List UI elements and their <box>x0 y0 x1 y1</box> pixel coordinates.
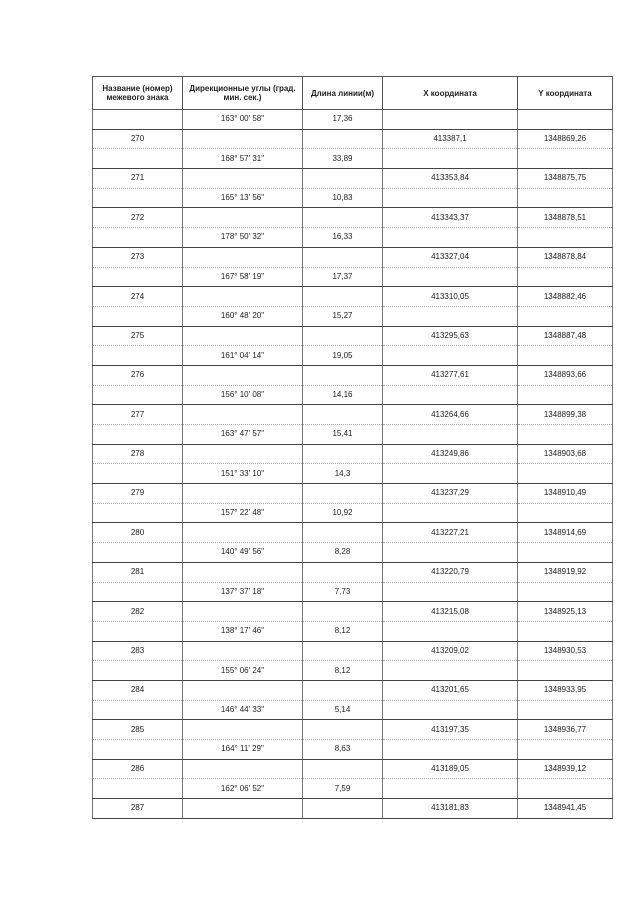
cell-angle: 163° 00' 58" <box>183 110 303 130</box>
cell-y <box>518 543 613 563</box>
cell-y: 1348939,12 <box>518 759 613 779</box>
cell-x <box>383 425 518 445</box>
cell-angle: 146° 44' 33" <box>183 700 303 720</box>
cell-x: 413343,37 <box>383 208 518 228</box>
segment-row <box>93 661 613 681</box>
point-row <box>93 720 613 740</box>
cell-angle: 151° 33' 10" <box>183 464 303 484</box>
segment-row <box>93 385 613 405</box>
cell-x <box>383 149 518 169</box>
cell-angle <box>183 562 303 582</box>
cell-y <box>518 740 613 760</box>
cell-name: 277 <box>93 405 183 425</box>
cell-y: 1348925,13 <box>518 602 613 622</box>
cell-angle <box>183 759 303 779</box>
cell-name <box>93 621 183 641</box>
cell-name <box>93 385 183 405</box>
cell-length <box>303 484 383 504</box>
cell-angle: 165° 13' 56" <box>183 188 303 208</box>
cell-length: 7,59 <box>303 779 383 799</box>
cell-length: 10,83 <box>303 188 383 208</box>
point-row <box>93 484 613 504</box>
cell-length <box>303 444 383 464</box>
cell-x <box>383 740 518 760</box>
cell-name: 275 <box>93 326 183 346</box>
cell-x: 413201,65 <box>383 680 518 700</box>
cell-length <box>303 129 383 149</box>
cell-y: 1348936,77 <box>518 720 613 740</box>
cell-y: 1348869,26 <box>518 129 613 149</box>
cell-y <box>518 779 613 799</box>
cell-name <box>93 464 183 484</box>
cell-x: 413237,29 <box>383 484 518 504</box>
cell-x <box>383 779 518 799</box>
point-row <box>93 365 613 385</box>
cell-name <box>93 700 183 720</box>
cell-y: 1348919,92 <box>518 562 613 582</box>
cell-name <box>93 740 183 760</box>
cell-x: 413209,02 <box>383 641 518 661</box>
cell-length: 8,12 <box>303 621 383 641</box>
cell-angle <box>183 523 303 543</box>
cell-length: 19,05 <box>303 346 383 366</box>
cell-name <box>93 306 183 326</box>
cell-x: 413387,1 <box>383 129 518 149</box>
cell-angle <box>183 247 303 267</box>
cell-y: 1348910,49 <box>518 484 613 504</box>
cell-name: 282 <box>93 602 183 622</box>
segment-row <box>93 700 613 720</box>
cell-name: 285 <box>93 720 183 740</box>
cell-y <box>518 385 613 405</box>
cell-name: 274 <box>93 287 183 307</box>
cell-length <box>303 720 383 740</box>
segment-row <box>93 740 613 760</box>
cell-y: 1348914,69 <box>518 523 613 543</box>
cell-name: 270 <box>93 129 183 149</box>
cell-name: 286 <box>93 759 183 779</box>
cell-x <box>383 661 518 681</box>
segment-row <box>93 188 613 208</box>
segment-row <box>93 110 613 130</box>
cell-angle: 168° 57' 31" <box>183 149 303 169</box>
segment-row <box>93 149 613 169</box>
cell-y <box>518 503 613 523</box>
cell-y <box>518 621 613 641</box>
cell-length: 17,36 <box>303 110 383 130</box>
point-row <box>93 759 613 779</box>
cell-length: 16,33 <box>303 228 383 248</box>
cell-length <box>303 562 383 582</box>
cell-y: 1348903,68 <box>518 444 613 464</box>
cell-angle <box>183 405 303 425</box>
cell-y <box>518 306 613 326</box>
cell-length: 8,63 <box>303 740 383 760</box>
cell-y: 1348887,48 <box>518 326 613 346</box>
boundary-coordinates-table <box>92 76 613 819</box>
cell-angle: 137° 37' 18" <box>183 582 303 602</box>
cell-angle: 140° 49' 56" <box>183 543 303 563</box>
cell-angle: 163° 47' 57" <box>183 425 303 445</box>
cell-angle <box>183 208 303 228</box>
segment-row <box>93 621 613 641</box>
cell-x <box>383 306 518 326</box>
cell-name: 279 <box>93 484 183 504</box>
cell-length: 14,3 <box>303 464 383 484</box>
cell-x <box>383 267 518 287</box>
cell-length <box>303 680 383 700</box>
segment-row <box>93 425 613 445</box>
cell-x <box>383 543 518 563</box>
cell-length: 7,73 <box>303 582 383 602</box>
cell-name <box>93 267 183 287</box>
cell-y <box>518 700 613 720</box>
cell-x <box>383 464 518 484</box>
cell-x <box>383 385 518 405</box>
cell-angle <box>183 365 303 385</box>
cell-y <box>518 464 613 484</box>
cell-y: 1348875,75 <box>518 169 613 189</box>
cell-x: 413249,86 <box>383 444 518 464</box>
cell-length <box>303 287 383 307</box>
cell-angle: 164° 11' 29" <box>183 740 303 760</box>
table-body <box>93 110 613 819</box>
cell-x <box>383 188 518 208</box>
cell-angle <box>183 641 303 661</box>
cell-length <box>303 759 383 779</box>
segment-row <box>93 267 613 287</box>
cell-length <box>303 326 383 346</box>
cell-length: 8,12 <box>303 661 383 681</box>
cell-y: 1348878,51 <box>518 208 613 228</box>
point-row <box>93 247 613 267</box>
cell-name <box>93 346 183 366</box>
cell-x: 413227,21 <box>383 523 518 543</box>
cell-y: 1348893,66 <box>518 365 613 385</box>
cell-x: 413353,84 <box>383 169 518 189</box>
cell-angle: 178° 50' 32" <box>183 228 303 248</box>
cell-length: 8,28 <box>303 543 383 563</box>
cell-x <box>383 700 518 720</box>
cell-y: 1348878,84 <box>518 247 613 267</box>
cell-angle: 160° 48' 20" <box>183 306 303 326</box>
cell-angle <box>183 680 303 700</box>
cell-length <box>303 602 383 622</box>
cell-name: 278 <box>93 444 183 464</box>
cell-name <box>93 228 183 248</box>
point-row <box>93 444 613 464</box>
cell-length: 15,27 <box>303 306 383 326</box>
cell-angle <box>183 602 303 622</box>
cell-y <box>518 346 613 366</box>
point-row <box>93 208 613 228</box>
cell-length: 17,37 <box>303 267 383 287</box>
cell-y <box>518 228 613 248</box>
cell-x: 413220,79 <box>383 562 518 582</box>
cell-y: 1348941,45 <box>518 799 613 819</box>
cell-angle <box>183 720 303 740</box>
point-row <box>93 405 613 425</box>
cell-name: 283 <box>93 641 183 661</box>
cell-x: 413327,04 <box>383 247 518 267</box>
cell-x <box>383 621 518 641</box>
point-row <box>93 287 613 307</box>
segment-row <box>93 464 613 484</box>
cell-x <box>383 503 518 523</box>
cell-length <box>303 405 383 425</box>
cell-name <box>93 425 183 445</box>
cell-angle: 167° 58' 19" <box>183 267 303 287</box>
segment-row <box>93 346 613 366</box>
cell-length: 33,89 <box>303 149 383 169</box>
segment-row <box>93 582 613 602</box>
point-row <box>93 641 613 661</box>
segment-row <box>93 543 613 563</box>
cell-x <box>383 110 518 130</box>
cell-angle <box>183 326 303 346</box>
cell-name <box>93 661 183 681</box>
cell-angle <box>183 484 303 504</box>
cell-angle: 155° 06' 24" <box>183 661 303 681</box>
cell-x <box>383 582 518 602</box>
header-name: Название (номер) межевого знака <box>93 77 183 110</box>
point-row <box>93 169 613 189</box>
cell-name: 280 <box>93 523 183 543</box>
cell-y <box>518 267 613 287</box>
cell-name <box>93 543 183 563</box>
cell-length <box>303 247 383 267</box>
cell-y <box>518 188 613 208</box>
cell-name: 276 <box>93 365 183 385</box>
cell-y: 1348882,46 <box>518 287 613 307</box>
cell-name: 287 <box>93 799 183 819</box>
cell-length <box>303 365 383 385</box>
cell-y <box>518 149 613 169</box>
cell-angle <box>183 444 303 464</box>
point-row <box>93 326 613 346</box>
cell-x <box>383 346 518 366</box>
cell-x: 413181,83 <box>383 799 518 819</box>
segment-row <box>93 228 613 248</box>
cell-x: 413189,05 <box>383 759 518 779</box>
cell-y: 1348899,38 <box>518 405 613 425</box>
cell-length <box>303 208 383 228</box>
cell-name: 272 <box>93 208 183 228</box>
header-y: Y координата <box>518 77 613 110</box>
cell-x: 413310,05 <box>383 287 518 307</box>
cell-length: 15,41 <box>303 425 383 445</box>
cell-x: 413215,08 <box>383 602 518 622</box>
cell-y <box>518 110 613 130</box>
cell-y <box>518 661 613 681</box>
cell-name: 273 <box>93 247 183 267</box>
cell-y: 1348930,53 <box>518 641 613 661</box>
cell-angle: 156° 10' 08" <box>183 385 303 405</box>
cell-angle <box>183 287 303 307</box>
cell-length <box>303 799 383 819</box>
point-row <box>93 602 613 622</box>
cell-x: 413295,63 <box>383 326 518 346</box>
cell-angle <box>183 169 303 189</box>
cell-length: 5,14 <box>303 700 383 720</box>
cell-y <box>518 425 613 445</box>
segment-row <box>93 503 613 523</box>
point-row <box>93 680 613 700</box>
header-angle: Дирекционные углы (град. мин. сек.) <box>183 77 303 110</box>
cell-angle: 162° 06' 52" <box>183 779 303 799</box>
cell-name <box>93 149 183 169</box>
cell-name: 281 <box>93 562 183 582</box>
cell-x: 413264,66 <box>383 405 518 425</box>
cell-x <box>383 228 518 248</box>
cell-length: 14,16 <box>303 385 383 405</box>
cell-angle: 138° 17' 46" <box>183 621 303 641</box>
cell-name <box>93 503 183 523</box>
cell-y: 1348933,95 <box>518 680 613 700</box>
cell-angle: 157° 22' 48" <box>183 503 303 523</box>
cell-name <box>93 582 183 602</box>
cell-name <box>93 779 183 799</box>
cell-name <box>93 188 183 208</box>
point-row <box>93 129 613 149</box>
cell-x: 413277,61 <box>383 365 518 385</box>
cell-angle <box>183 129 303 149</box>
cell-name <box>93 110 183 130</box>
segment-row <box>93 779 613 799</box>
header-length: Длина линии(м) <box>303 77 383 110</box>
cell-angle <box>183 799 303 819</box>
cell-y <box>518 582 613 602</box>
point-row <box>93 523 613 543</box>
cell-length: 10,92 <box>303 503 383 523</box>
segment-row <box>93 306 613 326</box>
cell-angle: 161° 04' 14" <box>183 346 303 366</box>
cell-name: 271 <box>93 169 183 189</box>
header-x: X координата <box>383 77 518 110</box>
point-row <box>93 799 613 819</box>
table-header-row <box>93 77 613 110</box>
cell-length <box>303 523 383 543</box>
point-row <box>93 562 613 582</box>
cell-name: 284 <box>93 680 183 700</box>
cell-x: 413197,35 <box>383 720 518 740</box>
cell-length <box>303 641 383 661</box>
cell-length <box>303 169 383 189</box>
